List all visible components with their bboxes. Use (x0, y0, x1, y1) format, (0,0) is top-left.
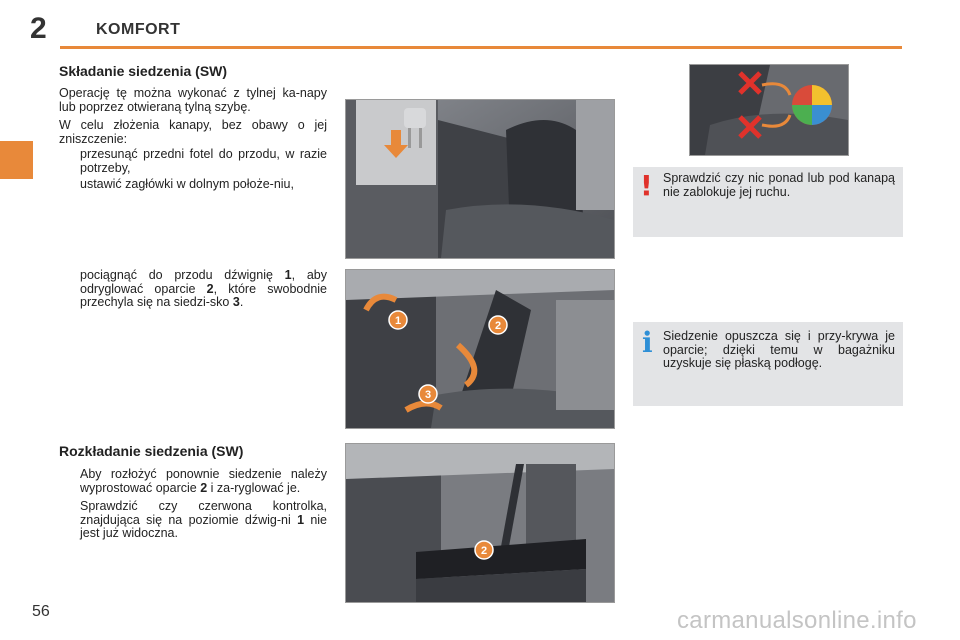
figure-fold-illustration (346, 270, 614, 428)
figure-headrest-illustration (346, 100, 614, 258)
backrest-number: 2 (206, 281, 214, 296)
figure-headrest-lowering (345, 99, 615, 259)
fold-para-2: W celu złożenia kanapy, bez obawy o jej zniszczenie: (59, 118, 327, 146)
warning-icon: ! (640, 169, 653, 202)
unfold-bullet-1 (59, 468, 327, 495)
callout-2-label: 2 (480, 545, 488, 557)
header-rule (60, 46, 902, 49)
seat-number: 3 (232, 295, 240, 309)
fold-bullet-1-text: przesunąć przedni fotel do przodu, w razie potrzeby, (80, 147, 327, 175)
callout-3-label: 3 (424, 389, 432, 401)
lever-number: 1 (297, 512, 305, 527)
section-title-unfold: Rozkładanie siedzenia (SW) (59, 443, 244, 459)
unfold-text (59, 468, 327, 541)
fold-bullet-2 (59, 178, 327, 192)
page-number: 56 (32, 603, 50, 620)
figure-unfold-seat (345, 443, 615, 603)
unfold-bullet-2-part2: nie jest już widoczna. (80, 512, 328, 540)
figure-fold-backrest (345, 269, 615, 429)
figure-obstacle-check (689, 64, 849, 156)
fold-bullet-3 (59, 269, 327, 310)
callout-1-label: 1 (394, 315, 402, 327)
unfold-bullet-1-part2: i za-ryglować je. (207, 480, 301, 495)
warning-note (633, 167, 903, 237)
fold-para-1: Operację tę można wykonać z tylnej ka-napy lub poprzez otwieraną tylną szybę. (59, 86, 327, 114)
unfold-bullet-2 (59, 500, 327, 541)
chapter-title: KOMFORT (96, 21, 181, 38)
backrest-number: 2 (200, 480, 208, 495)
watermark: carmanualsonline.info (677, 607, 917, 634)
fold-bullet-2-text: ustawić zagłówki w dolnym położe-niu, (80, 177, 294, 191)
figure-unfold-illustration (346, 444, 614, 602)
fold-bullet-3-part3: , które swobodnie przechyla się na siedzi-sko (80, 281, 327, 309)
unfold-bullet-2-part1: Sprawdzić czy czerwona kontrolka, znajdująca się na poziomie dźwig-ni (80, 499, 327, 527)
chapter-side-tab (0, 141, 33, 179)
fold-bullet-1 (59, 148, 327, 175)
fold-bullet-3-part4: . (239, 295, 244, 309)
section-title-fold: Składanie siedzenia (SW) (59, 63, 228, 79)
lever-number: 1 (284, 268, 292, 282)
chapter-number: 2 (30, 12, 47, 45)
warning-text: Sprawdzić czy nic ponad lub pod kanapą nie zablokuje jej ruchu. (663, 171, 895, 199)
unfold-bullet-1-part1: Aby rozłożyć ponownie siedzenie należy wyprostować oparcie (80, 467, 327, 495)
fold-intro (59, 87, 327, 192)
fold-bullet-3-part1: pociągnąć do przodu dźwignię (80, 268, 285, 282)
info-note (633, 322, 903, 406)
callout-2-label: 2 (494, 320, 502, 332)
fold-bullet-3-part2: , aby odryglować oparcie (80, 268, 327, 296)
info-text: Siedzenie opuszcza się i przy-krywa je oparcie; dzięki temu w bagażniku uzyskuje się płaską podłogę. (663, 329, 895, 370)
figure-obstacle-illustration (690, 65, 848, 155)
info-icon: i (642, 326, 653, 359)
